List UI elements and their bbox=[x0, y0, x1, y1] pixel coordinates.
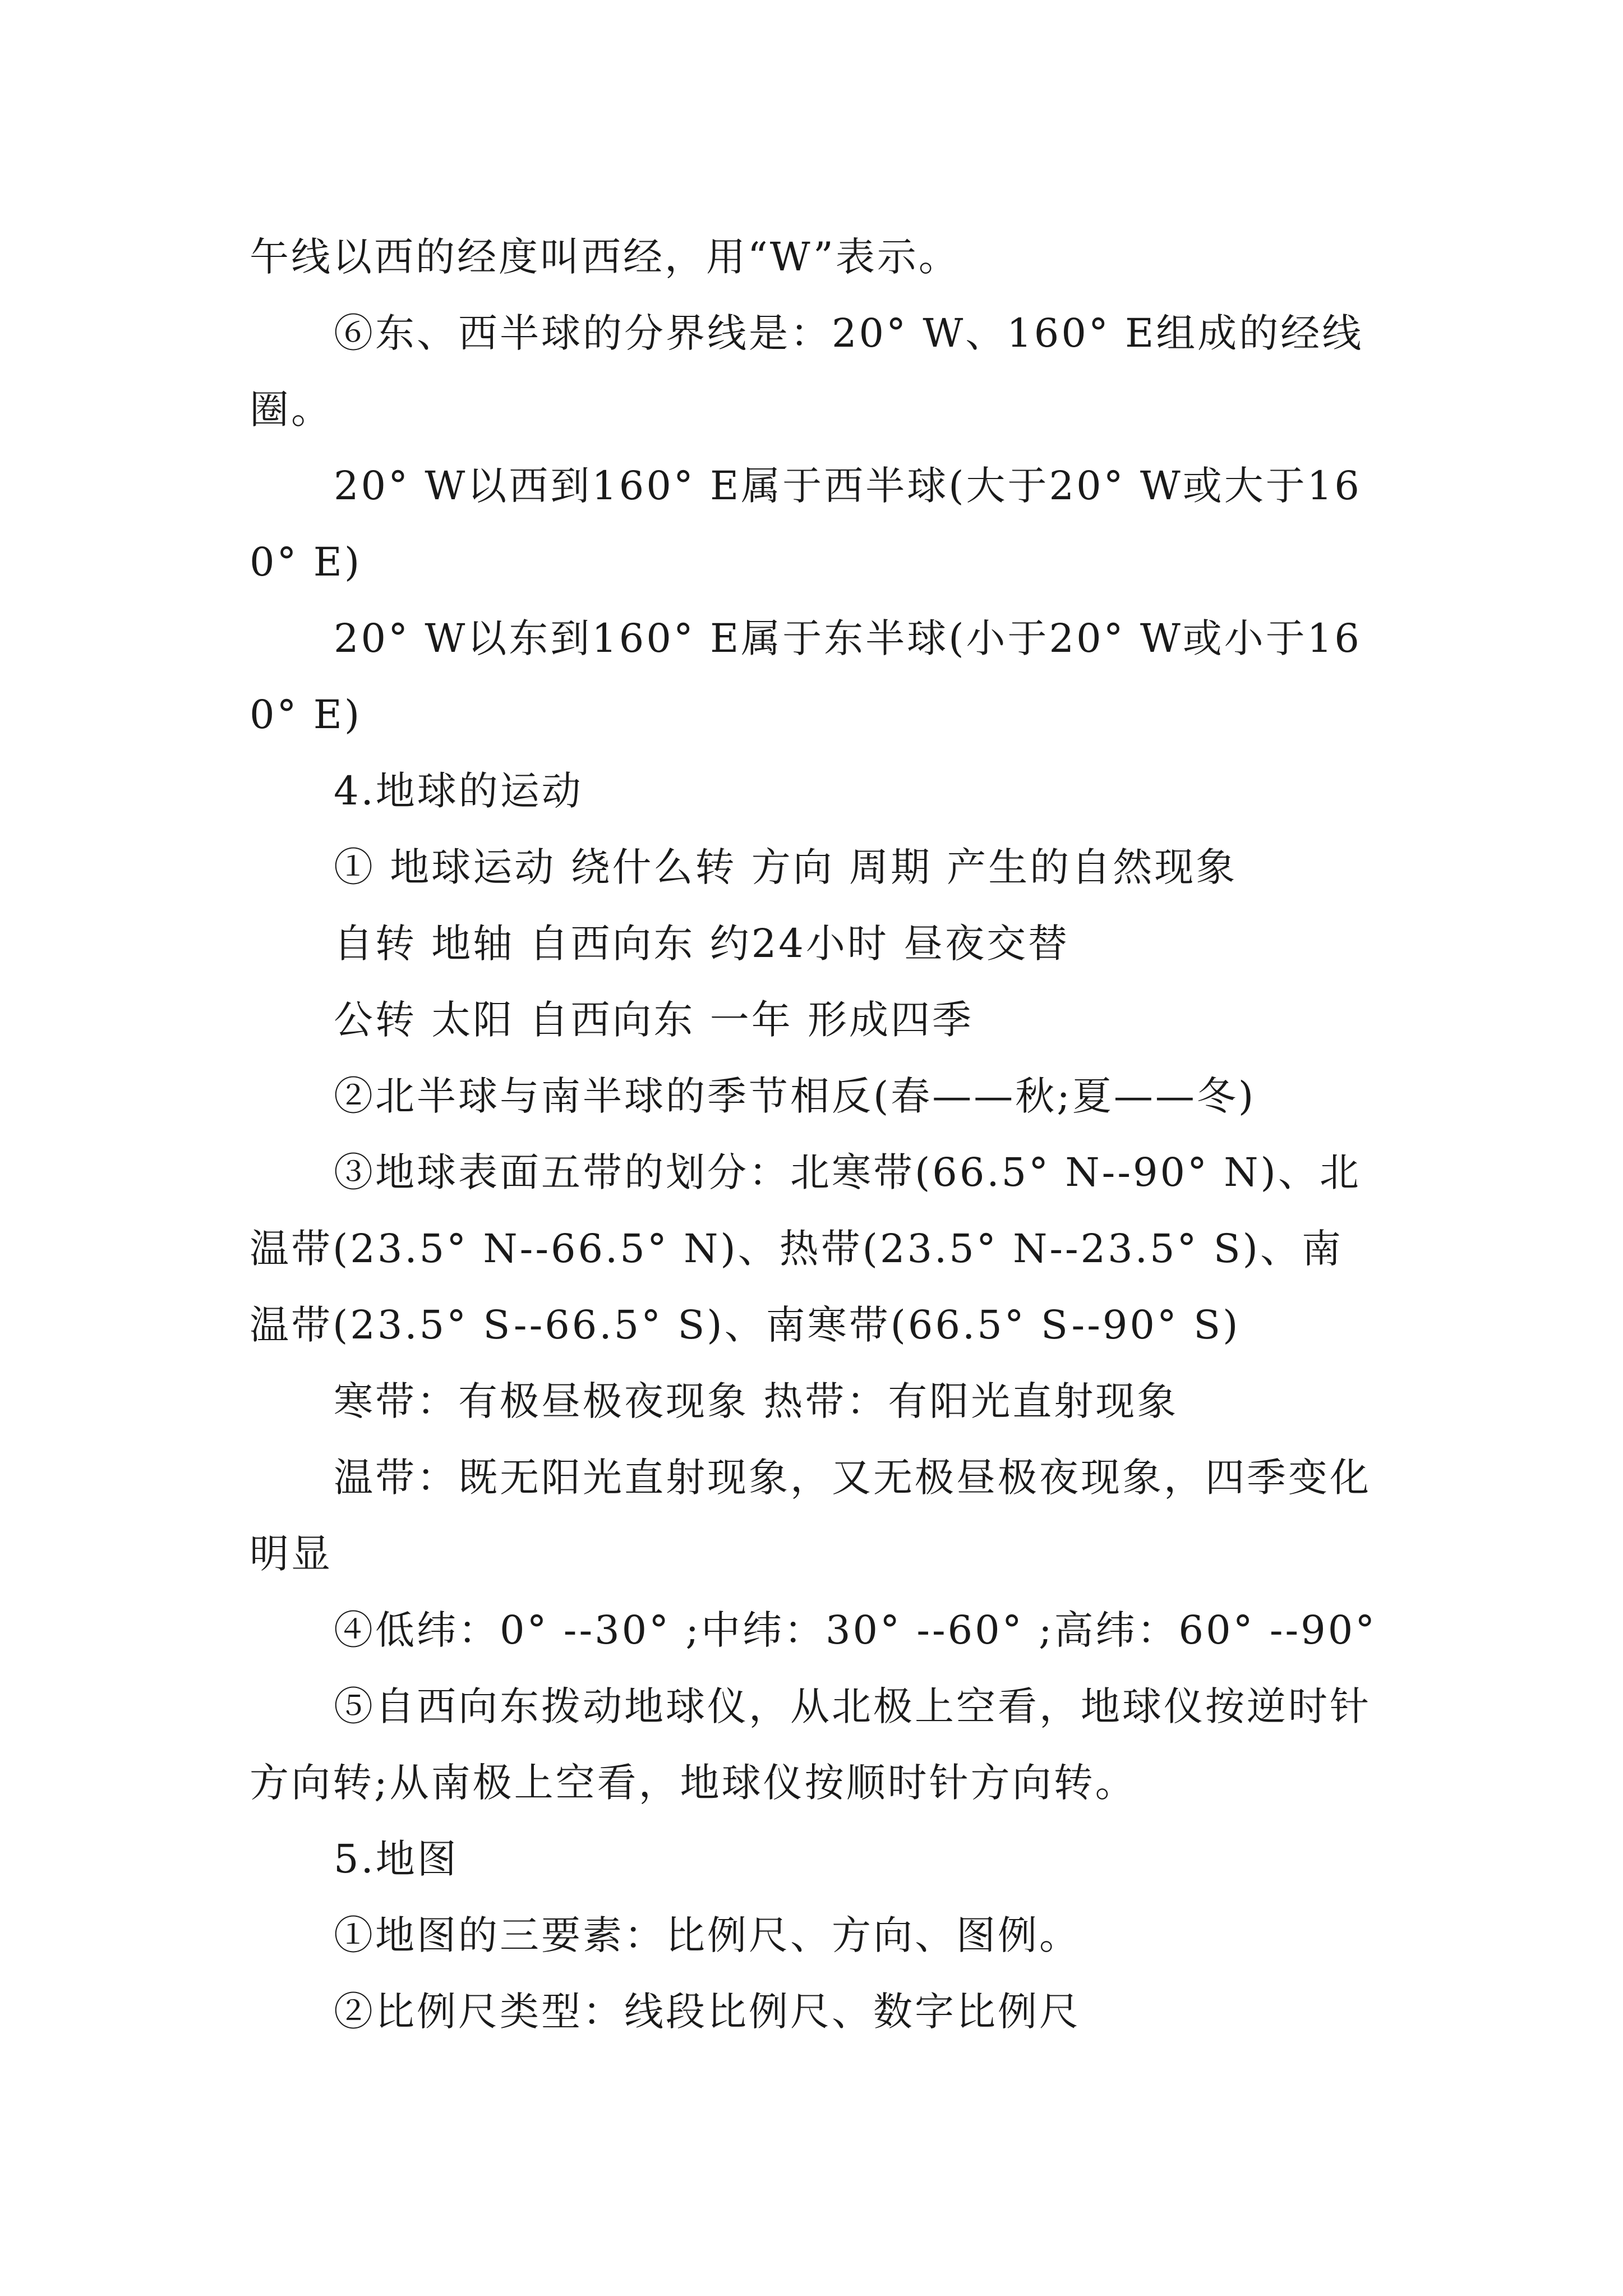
paragraph-map-elements: ①地图的三要素：比例尺、方向、图例。 bbox=[334, 1912, 1081, 1958]
section-heading-maps: 5.地图 bbox=[334, 1836, 459, 1882]
paragraph-latitude-bands: ④低纬：0° --30° ;中纬：30° --60° ;高纬：60° --90° bbox=[334, 1607, 1377, 1653]
paragraph-western-hemisphere: 20° W以西到160° E属于西半球(大于20° W或大于160° E) bbox=[250, 463, 1362, 585]
paragraph-revolution-row: 公转 太阳 自西向东 一年 形成四季 bbox=[334, 997, 974, 1043]
paragraph-hemisphere-boundary: ⑥东、西半球的分界线是：20° W、160° E组成的经线圈。 bbox=[250, 310, 1364, 432]
paragraph-temperate: 温带：既无阳光直射现象，又无极昼极夜现象，四季变化明显 bbox=[250, 1455, 1371, 1577]
paragraph-eastern-hemisphere: 20° W以东到160° E属于东半球(小于20° W或小于160° E) bbox=[250, 615, 1362, 738]
body-text bbox=[250, 219, 1382, 2050]
paragraph-five-zones: ③地球表面五带的划分：北寒带(66.5° N--90° N)、北温带(23.5° N--66.5° N)、热带(23.5° N--23.5° S)、南温带(23.5° S--66.5° S)、南寒带(66.5° S--90° S) bbox=[250, 1149, 1361, 1348]
paragraph-seasons-opposite: ②北半球与南半球的季节相反(春——秋;夏——冬) bbox=[334, 1073, 1256, 1119]
paragraph-frigid-tropical: 寒带：有极昼极夜现象 热带：有阳光直射现象 bbox=[334, 1378, 1179, 1424]
paragraph-motion-table-header: ① 地球运动 绕什么转 方向 周期 产生的自然现象 bbox=[334, 844, 1238, 890]
paragraph-scale-types: ②比例尺类型：线段比例尺、数字比例尺 bbox=[334, 1989, 1081, 2035]
paragraph-globe-rotation: ⑤自西向东拨动地球仪，从北极上空看，地球仪按逆时针方向转;从南极上空看，地球仪按顺时针方向转。 bbox=[250, 1683, 1371, 1806]
paragraph-rotation-row: 自转 地轴 自西向东 约24小时 昼夜交替 bbox=[334, 921, 1070, 967]
paragraph-continuation-west-longitude: 午线以西的经度叫西经，用“W”表示。 bbox=[250, 234, 960, 280]
section-heading-earth-motion: 4.地球的运动 bbox=[334, 768, 583, 814]
